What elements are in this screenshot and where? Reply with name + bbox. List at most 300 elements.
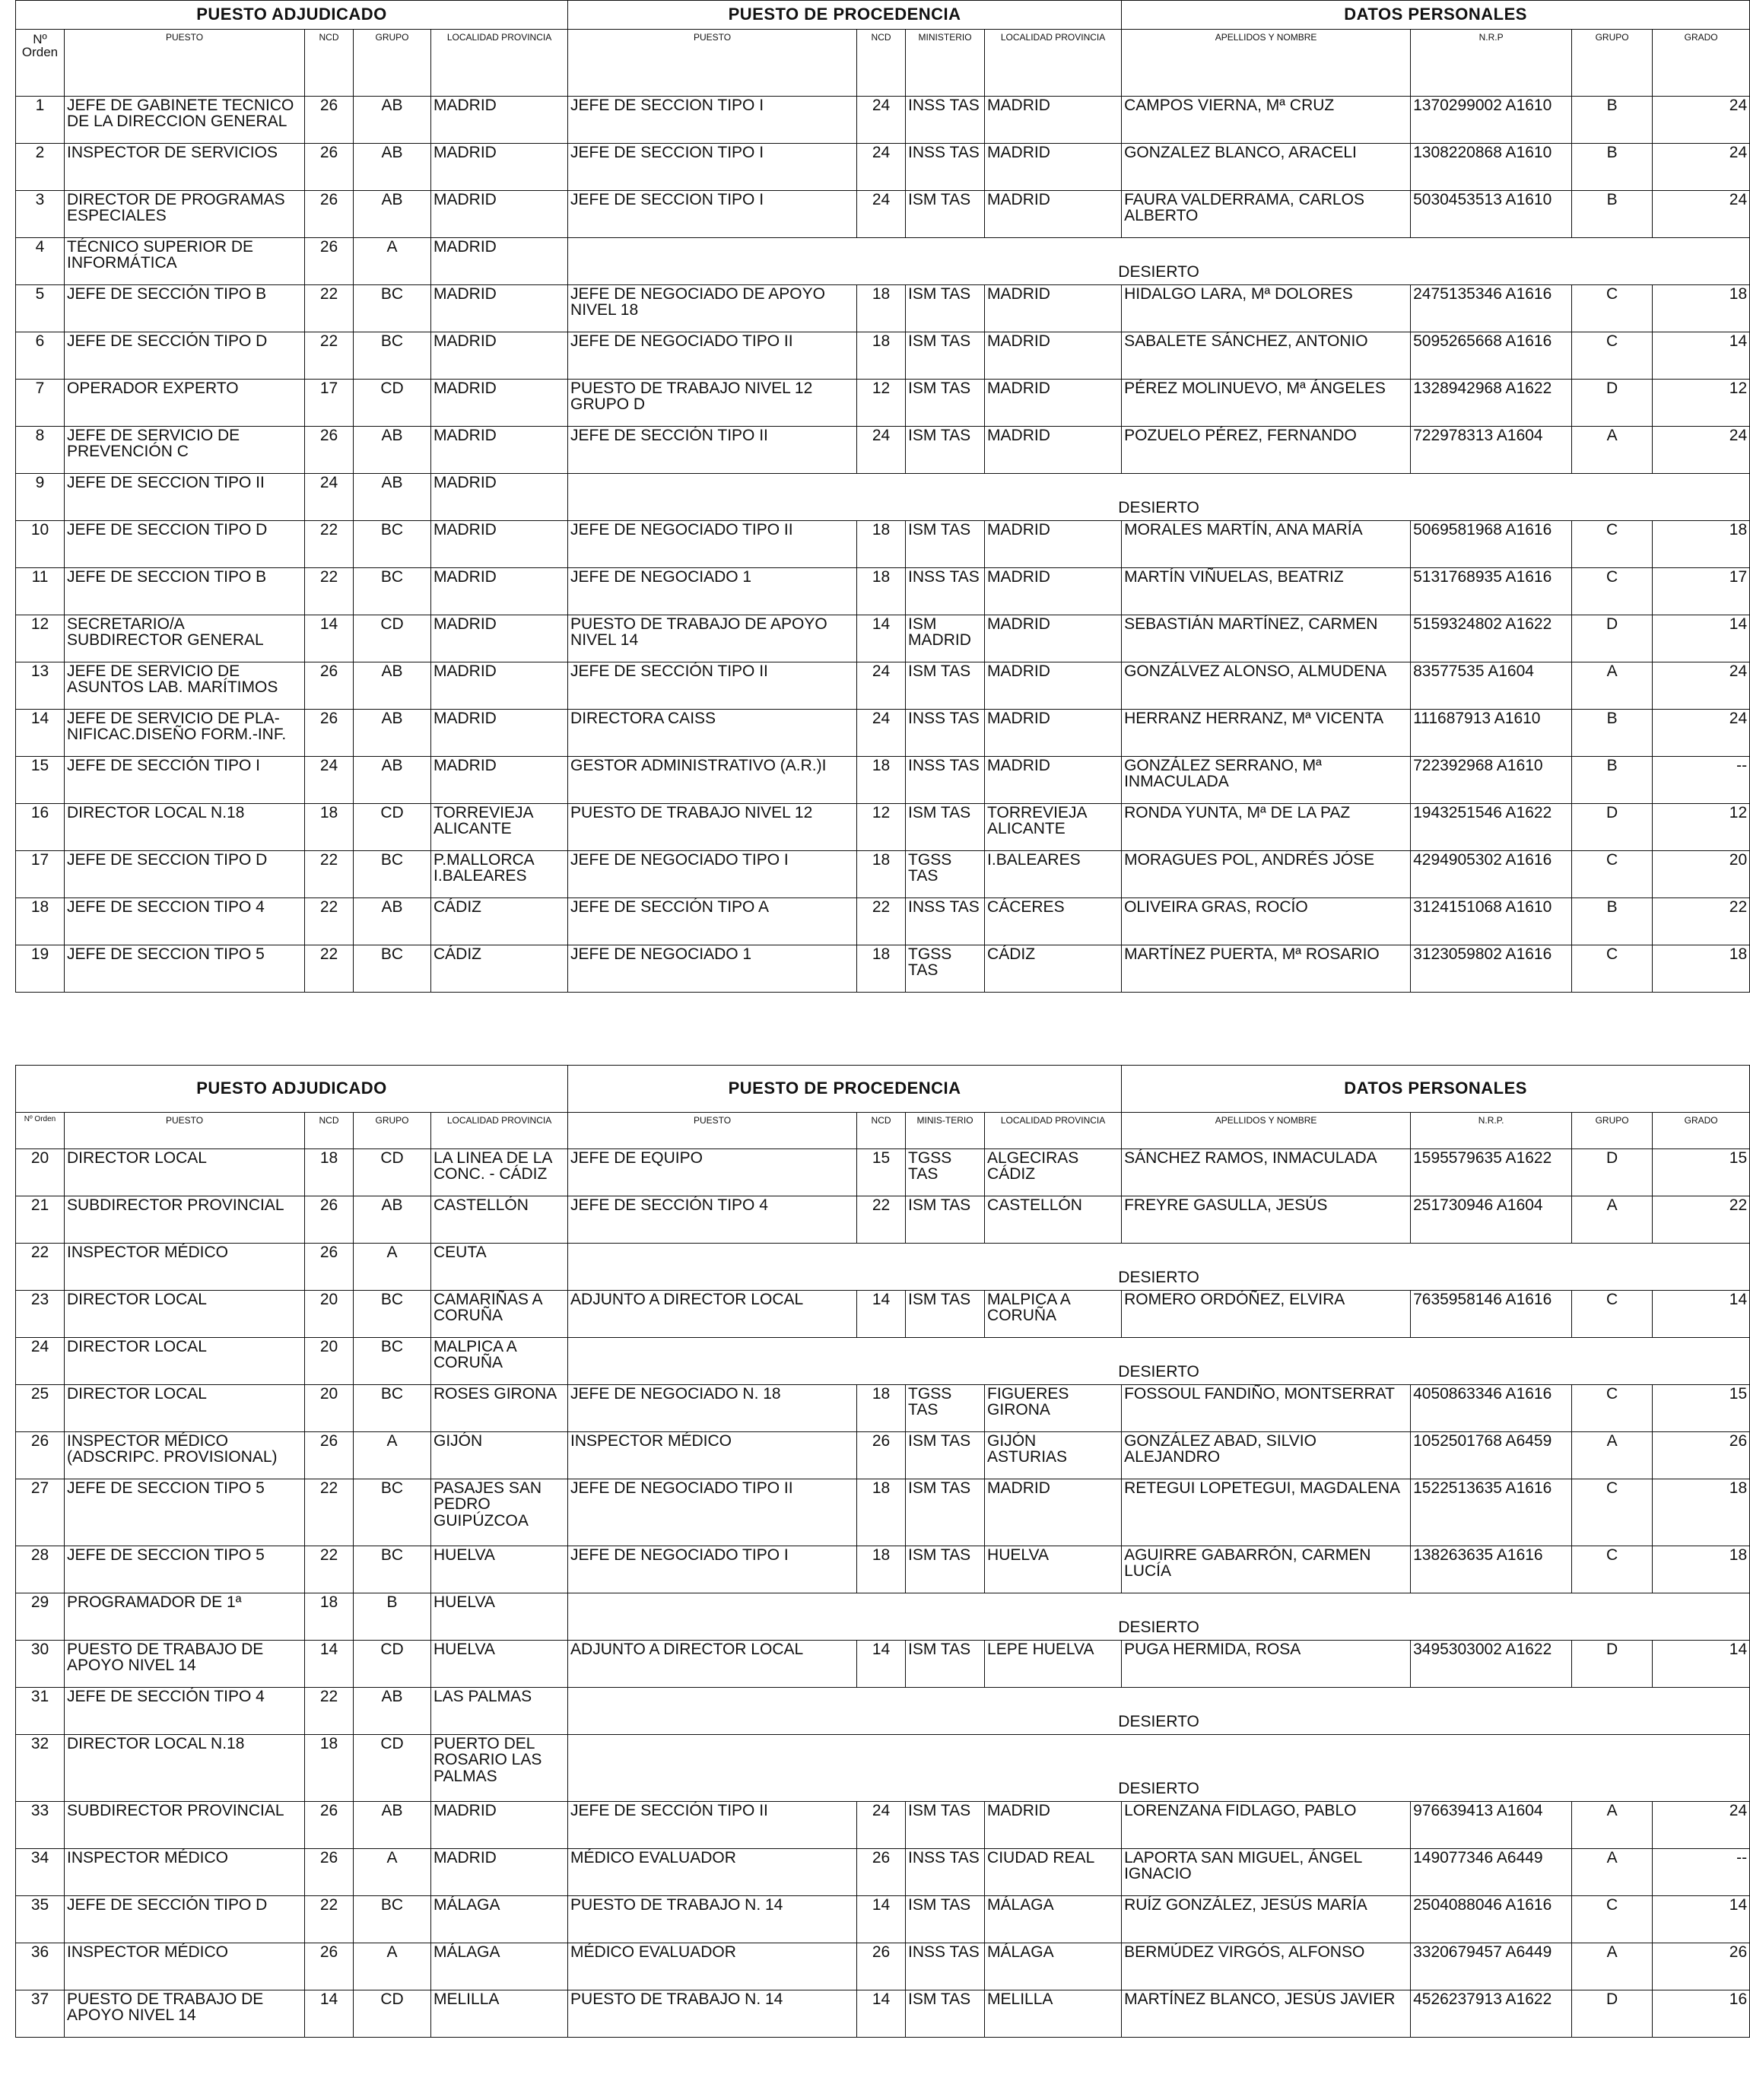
cell-localidad: MADRID (431, 757, 568, 804)
cell-nombre: SABALETE SÁNCHEZ, ANTONIO (1122, 332, 1411, 380)
section-header-row (16, 1, 1750, 30)
cell-ncd: 24 (305, 474, 354, 521)
cell-puesto: JEFE DE SECCION TIPO II (65, 474, 305, 521)
cell-p-localidad: MÁLAGA (985, 1896, 1122, 1943)
cell-puesto: TÉCNICO SUPERIOR DE INFORMÁTICA (65, 238, 305, 285)
cell-d-grupo: C (1572, 1385, 1653, 1432)
cell-d-grupo: A (1572, 1432, 1653, 1479)
cell-localidad: MADRID (431, 521, 568, 568)
section-puesto-adjudicado: PUESTO ADJUDICADO (16, 1066, 568, 1113)
cell-nrp: 3124151068 A1610 (1411, 898, 1572, 945)
cell-nombre: PUGA HERMIDA, ROSA (1122, 1641, 1411, 1688)
table-row (16, 1546, 1750, 1593)
cell-p-puesto: PUESTO DE TRABAJO NIVEL 12 GRUPO D (568, 380, 857, 427)
cell-localidad: MADRID (431, 332, 568, 380)
cell-p-ncd: 24 (857, 191, 906, 238)
cell-orden: 15 (16, 757, 65, 804)
cell-ministerio: ISM TAS (906, 1479, 985, 1546)
col-nrp: N.R.P. (1411, 1113, 1572, 1149)
cell-grupo: B (354, 1593, 431, 1641)
cell-grupo: BC (354, 945, 431, 993)
cell-localidad: HUELVA (431, 1593, 568, 1641)
cell-d-grupo: B (1572, 898, 1653, 945)
cell-orden: 28 (16, 1546, 65, 1593)
cell-localidad: CAMARIÑAS A CORUÑA (431, 1291, 568, 1338)
cell-ncd: 26 (305, 191, 354, 238)
cell-grupo: CD (354, 1641, 431, 1688)
col-localidad: LOCALIDAD PROVINCIA (431, 1113, 568, 1149)
cell-d-grupo: D (1572, 1149, 1653, 1196)
cell-p-puesto: GESTOR ADMINISTRATIVO (A.R.)I (568, 757, 857, 804)
cell-p-puesto: PUESTO DE TRABAJO N. 14 (568, 1990, 857, 2038)
cell-p-localidad: MELILLA (985, 1990, 1122, 2038)
cell-puesto: DIRECTOR LOCAL (65, 1291, 305, 1338)
col-puesto: PUESTO (65, 30, 305, 97)
cell-ncd: 22 (305, 1896, 354, 1943)
cell-puesto: JEFE DE SERVICIO DE PREVENCIÓN C (65, 427, 305, 474)
cell-nrp: 5069581968 A1616 (1411, 521, 1572, 568)
cell-nombre: RONDA YUNTA, Mª DE LA PAZ (1122, 804, 1411, 851)
cell-p-localidad: MADRID (985, 710, 1122, 757)
cell-grupo: AB (354, 427, 431, 474)
cell-localidad: CEUTA (431, 1244, 568, 1291)
cell-p-ncd: 14 (857, 1990, 906, 2038)
cell-ministerio: ISM TAS (906, 380, 985, 427)
cell-ncd: 14 (305, 1990, 354, 2038)
cell-nrp: 1595579635 A1622 (1411, 1149, 1572, 1196)
cell-puesto: JEFE DE SECCIÓN TIPO D (65, 332, 305, 380)
cell-orden: 16 (16, 804, 65, 851)
cell-grupo: BC (354, 851, 431, 898)
cell-ncd: 26 (305, 144, 354, 191)
cell-desierto: DESIERTO (568, 1593, 1750, 1641)
cell-puesto: INSPECTOR MÉDICO (ADSCRIPC. PROVISIONAL) (65, 1432, 305, 1479)
cell-p-puesto: JEFE DE SECCION TIPO I (568, 191, 857, 238)
col-p-puesto: PUESTO (568, 30, 857, 97)
cell-p-puesto: JEFE DE NEGOCIADO DE APOYO NIVEL 18 (568, 285, 857, 332)
table-row (16, 285, 1750, 332)
col-p-ncd: NCD (857, 1113, 906, 1149)
cell-ncd: 20 (305, 1385, 354, 1432)
cell-grado: 18 (1653, 521, 1750, 568)
cell-ncd: 26 (305, 97, 354, 144)
cell-puesto: DIRECTOR DE PROGRAMAS ESPECIALES (65, 191, 305, 238)
cell-p-ncd: 24 (857, 1802, 906, 1849)
cell-ncd: 26 (305, 1849, 354, 1896)
cell-p-ncd: 14 (857, 1641, 906, 1688)
cell-puesto: SUBDIRECTOR PROVINCIAL (65, 1802, 305, 1849)
cell-orden: 36 (16, 1943, 65, 1990)
col-ministerio: MINIS-TERIO (906, 1113, 985, 1149)
table-row (16, 1385, 1750, 1432)
cell-nombre: PÉREZ MOLINUEVO, Mª ÁNGELES (1122, 380, 1411, 427)
cell-orden: 8 (16, 427, 65, 474)
cell-ministerio: INSS TAS (906, 1943, 985, 1990)
cell-localidad: MELILLA (431, 1990, 568, 2038)
cell-grupo: BC (354, 1546, 431, 1593)
table-row (16, 521, 1750, 568)
cell-p-puesto: JEFE DE NEGOCIADO TIPO II (568, 521, 857, 568)
cell-p-ncd: 18 (857, 285, 906, 332)
cell-p-localidad: MADRID (985, 380, 1122, 427)
cell-localidad: MADRID (431, 285, 568, 332)
cell-nombre: POZUELO PÉREZ, FERNANDO (1122, 427, 1411, 474)
cell-p-localidad: MALPICA A CORUÑA (985, 1291, 1122, 1338)
table-row (16, 1688, 1750, 1735)
cell-nombre: CAMPOS VIERNA, Mª CRUZ (1122, 97, 1411, 144)
cell-nombre: FAURA VALDERRAMA, CARLOS ALBERTO (1122, 191, 1411, 238)
cell-nrp: 4526237913 A1622 (1411, 1990, 1572, 2038)
table-row (16, 1802, 1750, 1849)
cell-nombre: FOSSOUL FANDIÑO, MONTSERRAT (1122, 1385, 1411, 1432)
cell-nrp: 1328942968 A1622 (1411, 380, 1572, 427)
cell-grado: 24 (1653, 662, 1750, 710)
cell-ncd: 20 (305, 1338, 354, 1385)
cell-grupo: AB (354, 1802, 431, 1849)
cell-nombre: SEBASTIÁN MARTÍNEZ, CARMEN (1122, 615, 1411, 662)
cell-grado: 17 (1653, 568, 1750, 615)
cell-grupo: AB (354, 662, 431, 710)
cell-nrp: 83577535 A1604 (1411, 662, 1572, 710)
cell-puesto: INSPECTOR MÉDICO (65, 1943, 305, 1990)
cell-p-localidad: CASTELLÓN (985, 1196, 1122, 1244)
cell-nrp: 4294905302 A1616 (1411, 851, 1572, 898)
adjudication-table-1 (15, 0, 1750, 993)
cell-p-localidad: FIGUERES GIRONA (985, 1385, 1122, 1432)
cell-puesto: DIRECTOR LOCAL N.18 (65, 1735, 305, 1802)
table-row (16, 1943, 1750, 1990)
table-row (16, 757, 1750, 804)
cell-nombre: MARTÍN VIÑUELAS, BEATRIZ (1122, 568, 1411, 615)
col-d-grupo: GRUPO (1572, 1113, 1653, 1149)
table-row (16, 1196, 1750, 1244)
cell-ministerio: INSS TAS (906, 898, 985, 945)
cell-nrp: 138263635 A1616 (1411, 1546, 1572, 1593)
table-row (16, 851, 1750, 898)
table-row (16, 615, 1750, 662)
cell-nombre: LAPORTA SAN MIGUEL, ÁNGEL IGNACIO (1122, 1849, 1411, 1896)
cell-puesto: PROGRAMADOR DE 1ª (65, 1593, 305, 1641)
cell-p-puesto: JEFE DE NEGOCIADO 1 (568, 568, 857, 615)
cell-p-ncd: 22 (857, 1196, 906, 1244)
cell-orden: 34 (16, 1849, 65, 1896)
column-header-row (16, 1113, 1750, 1149)
cell-localidad: LAS PALMAS (431, 1688, 568, 1735)
cell-puesto: JEFE DE SERVICIO DE ASUNTOS LAB. MARÍTIMOS (65, 662, 305, 710)
cell-puesto: PUESTO DE TRABAJO DE APOYO NIVEL 14 (65, 1990, 305, 2038)
cell-p-puesto: JEFE DE SECCION TIPO I (568, 144, 857, 191)
cell-p-localidad: MADRID (985, 1479, 1122, 1546)
cell-grupo: AB (354, 474, 431, 521)
cell-grado: 24 (1653, 144, 1750, 191)
col-ncd: NCD (305, 30, 354, 97)
cell-localidad: MÁLAGA (431, 1943, 568, 1990)
cell-orden: 9 (16, 474, 65, 521)
cell-orden: 13 (16, 662, 65, 710)
cell-puesto: JEFE DE GABINETE TECNICO DE LA DIRECCION GENERAL (65, 97, 305, 144)
cell-desierto: DESIERTO (568, 1688, 1750, 1735)
cell-ministerio: TGSS TAS (906, 1385, 985, 1432)
col-ministerio: MINISTERIO (906, 30, 985, 97)
section-puesto-procedencia: PUESTO DE PROCEDENCIA (568, 1, 1122, 30)
cell-grado: 26 (1653, 1432, 1750, 1479)
cell-p-ncd: 18 (857, 1546, 906, 1593)
cell-nombre: MARTÍNEZ BLANCO, JESÚS JAVIER (1122, 1990, 1411, 2038)
cell-nombre: GONZALEZ BLANCO, ARACELI (1122, 144, 1411, 191)
table-row (16, 710, 1750, 757)
cell-ncd: 18 (305, 1593, 354, 1641)
cell-grupo: CD (354, 804, 431, 851)
cell-nrp: 3123059802 A1616 (1411, 945, 1572, 993)
cell-grado: 14 (1653, 1896, 1750, 1943)
cell-puesto: JEFE DE SECCION TIPO D (65, 521, 305, 568)
cell-ministerio: ISM TAS (906, 1291, 985, 1338)
section-datos-personales: DATOS PERSONALES (1122, 1066, 1750, 1113)
cell-nrp: 5131768935 A1616 (1411, 568, 1572, 615)
cell-grado: 22 (1653, 898, 1750, 945)
cell-p-ncd: 26 (857, 1943, 906, 1990)
cell-nombre: MORALES MARTÍN, ANA MARÍA (1122, 521, 1411, 568)
cell-orden: 6 (16, 332, 65, 380)
cell-grado: 15 (1653, 1149, 1750, 1196)
cell-ministerio: ISM TAS (906, 1896, 985, 1943)
cell-p-puesto: JEFE DE EQUIPO (568, 1149, 857, 1196)
cell-nrp: 1052501768 A6459 (1411, 1432, 1572, 1479)
cell-grado: 14 (1653, 1641, 1750, 1688)
cell-p-ncd: 26 (857, 1432, 906, 1479)
cell-puesto: JEFE DE SECCIÓN TIPO I (65, 757, 305, 804)
cell-p-puesto: PUESTO DE TRABAJO DE APOYO NIVEL 14 (568, 615, 857, 662)
cell-p-localidad: CIUDAD REAL (985, 1849, 1122, 1896)
cell-ncd: 26 (305, 238, 354, 285)
cell-grupo: CD (354, 615, 431, 662)
cell-p-ncd: 18 (857, 1385, 906, 1432)
cell-grado: 12 (1653, 804, 1750, 851)
cell-p-localidad: ALGECIRAS CÁDIZ (985, 1149, 1122, 1196)
cell-d-grupo: B (1572, 191, 1653, 238)
table-row (16, 945, 1750, 993)
cell-grado: 18 (1653, 1546, 1750, 1593)
cell-puesto: JEFE DE SERVICIO DE PLA-NIFICAC.DISEÑO FORM.-INF. (65, 710, 305, 757)
cell-p-ncd: 18 (857, 332, 906, 380)
cell-p-localidad: HUELVA (985, 1546, 1122, 1593)
cell-localidad: CÁDIZ (431, 898, 568, 945)
cell-localidad: MADRID (431, 97, 568, 144)
cell-ncd: 20 (305, 1291, 354, 1338)
cell-p-localidad: MADRID (985, 568, 1122, 615)
cell-orden: 29 (16, 1593, 65, 1641)
cell-grupo: A (354, 1244, 431, 1291)
cell-p-ncd: 14 (857, 615, 906, 662)
cell-nrp: 1308220868 A1610 (1411, 144, 1572, 191)
cell-nombre: OLIVEIRA GRAS, ROCÍO (1122, 898, 1411, 945)
cell-ministerio: ISM TAS (906, 1802, 985, 1849)
cell-d-grupo: B (1572, 144, 1653, 191)
cell-nombre: MARTÍNEZ PUERTA, Mª ROSARIO (1122, 945, 1411, 993)
cell-p-ncd: 24 (857, 97, 906, 144)
cell-ministerio: ISM TAS (906, 427, 985, 474)
cell-nrp: 976639413 A1604 (1411, 1802, 1572, 1849)
cell-p-puesto: JEFE DE NEGOCIADO 1 (568, 945, 857, 993)
cell-nombre: GONZÁLEZ ABAD, SILVIO ALEJANDRO (1122, 1432, 1411, 1479)
table-row (16, 1479, 1750, 1546)
cell-p-localidad: MADRID (985, 144, 1122, 191)
col-p-localidad: LOCALIDAD PROVINCIA (985, 1113, 1122, 1149)
cell-d-grupo: D (1572, 1641, 1653, 1688)
cell-grupo: BC (354, 1896, 431, 1943)
cell-ministerio: INSS TAS (906, 1849, 985, 1896)
cell-grupo: CD (354, 1149, 431, 1196)
cell-localidad: ROSES GIRONA (431, 1385, 568, 1432)
cell-grado: 24 (1653, 427, 1750, 474)
cell-grado: 12 (1653, 380, 1750, 427)
cell-grupo: A (354, 1849, 431, 1896)
col-p-ncd: NCD (857, 30, 906, 97)
cell-p-puesto: JEFE DE SECCIÓN TIPO A (568, 898, 857, 945)
cell-ministerio: ISM TAS (906, 332, 985, 380)
cell-p-puesto: MÉDICO EVALUADOR (568, 1943, 857, 1990)
cell-nombre: LORENZANA FIDLAGO, PABLO (1122, 1802, 1411, 1849)
cell-localidad: MADRID (431, 710, 568, 757)
cell-p-ncd: 22 (857, 898, 906, 945)
cell-ncd: 26 (305, 1244, 354, 1291)
col-puesto: PUESTO (65, 1113, 305, 1149)
cell-nrp: 722392968 A1610 (1411, 757, 1572, 804)
cell-p-puesto: ADJUNTO A DIRECTOR LOCAL (568, 1641, 857, 1688)
cell-p-localidad: MADRID (985, 615, 1122, 662)
cell-nrp: 3495303002 A1622 (1411, 1641, 1572, 1688)
col-localidad: LOCALIDAD PROVINCIA (431, 30, 568, 97)
cell-puesto: JEFE DE SECCIÓN TIPO B (65, 285, 305, 332)
cell-grado: 14 (1653, 615, 1750, 662)
cell-nrp: 3320679457 A6449 (1411, 1943, 1572, 1990)
cell-d-grupo: A (1572, 662, 1653, 710)
cell-ncd: 17 (305, 380, 354, 427)
cell-grado: 16 (1653, 1990, 1750, 2038)
cell-orden: 2 (16, 144, 65, 191)
cell-grupo: BC (354, 332, 431, 380)
cell-d-grupo: C (1572, 1546, 1653, 1593)
col-grupo: GRUPO (354, 30, 431, 97)
cell-localidad: MÁLAGA (431, 1896, 568, 1943)
cell-localidad: HUELVA (431, 1641, 568, 1688)
cell-p-ncd: 18 (857, 851, 906, 898)
col-p-puesto: PUESTO (568, 1113, 857, 1149)
cell-puesto: JEFE DE SECCION TIPO 5 (65, 1479, 305, 1546)
cell-p-localidad: MADRID (985, 427, 1122, 474)
cell-puesto: SECRETARIO/A SUBDIRECTOR GENERAL (65, 615, 305, 662)
cell-ncd: 26 (305, 1196, 354, 1244)
table-row (16, 1149, 1750, 1196)
cell-p-puesto: DIRECTORA CAISS (568, 710, 857, 757)
table-row (16, 1896, 1750, 1943)
cell-localidad: CÁDIZ (431, 945, 568, 993)
cell-p-puesto: JEFE DE SECCION TIPO I (568, 97, 857, 144)
cell-d-grupo: D (1572, 1990, 1653, 2038)
cell-orden: 25 (16, 1385, 65, 1432)
cell-grado: 24 (1653, 191, 1750, 238)
cell-localidad: MADRID (431, 427, 568, 474)
cell-localidad: GIJÓN (431, 1432, 568, 1479)
cell-puesto: JEFE DE SECCIÓN TIPO 4 (65, 1688, 305, 1735)
table-row (16, 568, 1750, 615)
cell-orden: 12 (16, 615, 65, 662)
cell-p-localidad: MADRID (985, 521, 1122, 568)
cell-d-grupo: C (1572, 521, 1653, 568)
cell-ncd: 26 (305, 427, 354, 474)
cell-ncd: 24 (305, 757, 354, 804)
column-header-row (16, 30, 1750, 97)
cell-d-grupo: D (1572, 804, 1653, 851)
cell-d-grupo: B (1572, 97, 1653, 144)
cell-orden: 4 (16, 238, 65, 285)
table-row (16, 1291, 1750, 1338)
cell-orden: 30 (16, 1641, 65, 1688)
cell-orden: 1 (16, 97, 65, 144)
cell-p-ncd: 24 (857, 662, 906, 710)
cell-d-grupo: A (1572, 1849, 1653, 1896)
cell-p-puesto: JEFE DE NEGOCIADO TIPO I (568, 1546, 857, 1593)
cell-puesto: JEFE DE SECCIÓN TIPO D (65, 1896, 305, 1943)
cell-p-ncd: 15 (857, 1149, 906, 1196)
cell-orden: 32 (16, 1735, 65, 1802)
cell-orden: 35 (16, 1896, 65, 1943)
col-orden: Nº Orden (16, 1113, 65, 1149)
cell-p-puesto: ADJUNTO A DIRECTOR LOCAL (568, 1291, 857, 1338)
cell-orden: 5 (16, 285, 65, 332)
cell-p-localidad: MADRID (985, 285, 1122, 332)
cell-grupo: BC (354, 568, 431, 615)
cell-orden: 10 (16, 521, 65, 568)
table-row (16, 427, 1750, 474)
cell-localidad: CASTELLÓN (431, 1196, 568, 1244)
cell-ministerio: INSS TAS (906, 710, 985, 757)
cell-d-grupo: A (1572, 1196, 1653, 1244)
cell-puesto: JEFE DE SECCION TIPO 5 (65, 1546, 305, 1593)
cell-puesto: SUBDIRECTOR PROVINCIAL (65, 1196, 305, 1244)
cell-puesto: INSPECTOR DE SERVICIOS (65, 144, 305, 191)
cell-desierto: DESIERTO (568, 1735, 1750, 1802)
table-row (16, 144, 1750, 191)
cell-nrp: 1370299002 A1610 (1411, 97, 1572, 144)
cell-desierto: DESIERTO (568, 474, 1750, 521)
cell-p-localidad: MADRID (985, 191, 1122, 238)
col-orden: Nº Orden (16, 30, 65, 97)
cell-p-puesto: JEFE DE NEGOCIADO N. 18 (568, 1385, 857, 1432)
cell-nrp: 2475135346 A1616 (1411, 285, 1572, 332)
cell-p-puesto: PUESTO DE TRABAJO N. 14 (568, 1896, 857, 1943)
cell-ministerio: ISM TAS (906, 662, 985, 710)
cell-d-grupo: A (1572, 1802, 1653, 1849)
cell-d-grupo: C (1572, 1291, 1653, 1338)
cell-d-grupo: D (1572, 615, 1653, 662)
cell-ministerio: ISM TAS (906, 1432, 985, 1479)
section-header-row (16, 1066, 1750, 1113)
cell-ministerio: ISM TAS (906, 804, 985, 851)
cell-p-puesto: INSPECTOR MÉDICO (568, 1432, 857, 1479)
cell-grupo: BC (354, 285, 431, 332)
table-row (16, 1432, 1750, 1479)
cell-p-ncd: 12 (857, 804, 906, 851)
cell-p-puesto: JEFE DE SECCIÓN TIPO II (568, 662, 857, 710)
col-grado: GRADO (1653, 30, 1750, 97)
col-grupo: GRUPO (354, 1113, 431, 1149)
cell-orden: 23 (16, 1291, 65, 1338)
cell-ministerio: ISM TAS (906, 1196, 985, 1244)
col-nombre: APELLIDOS Y NOMBRE (1122, 30, 1411, 97)
cell-grado: 18 (1653, 945, 1750, 993)
cell-grado: 18 (1653, 285, 1750, 332)
